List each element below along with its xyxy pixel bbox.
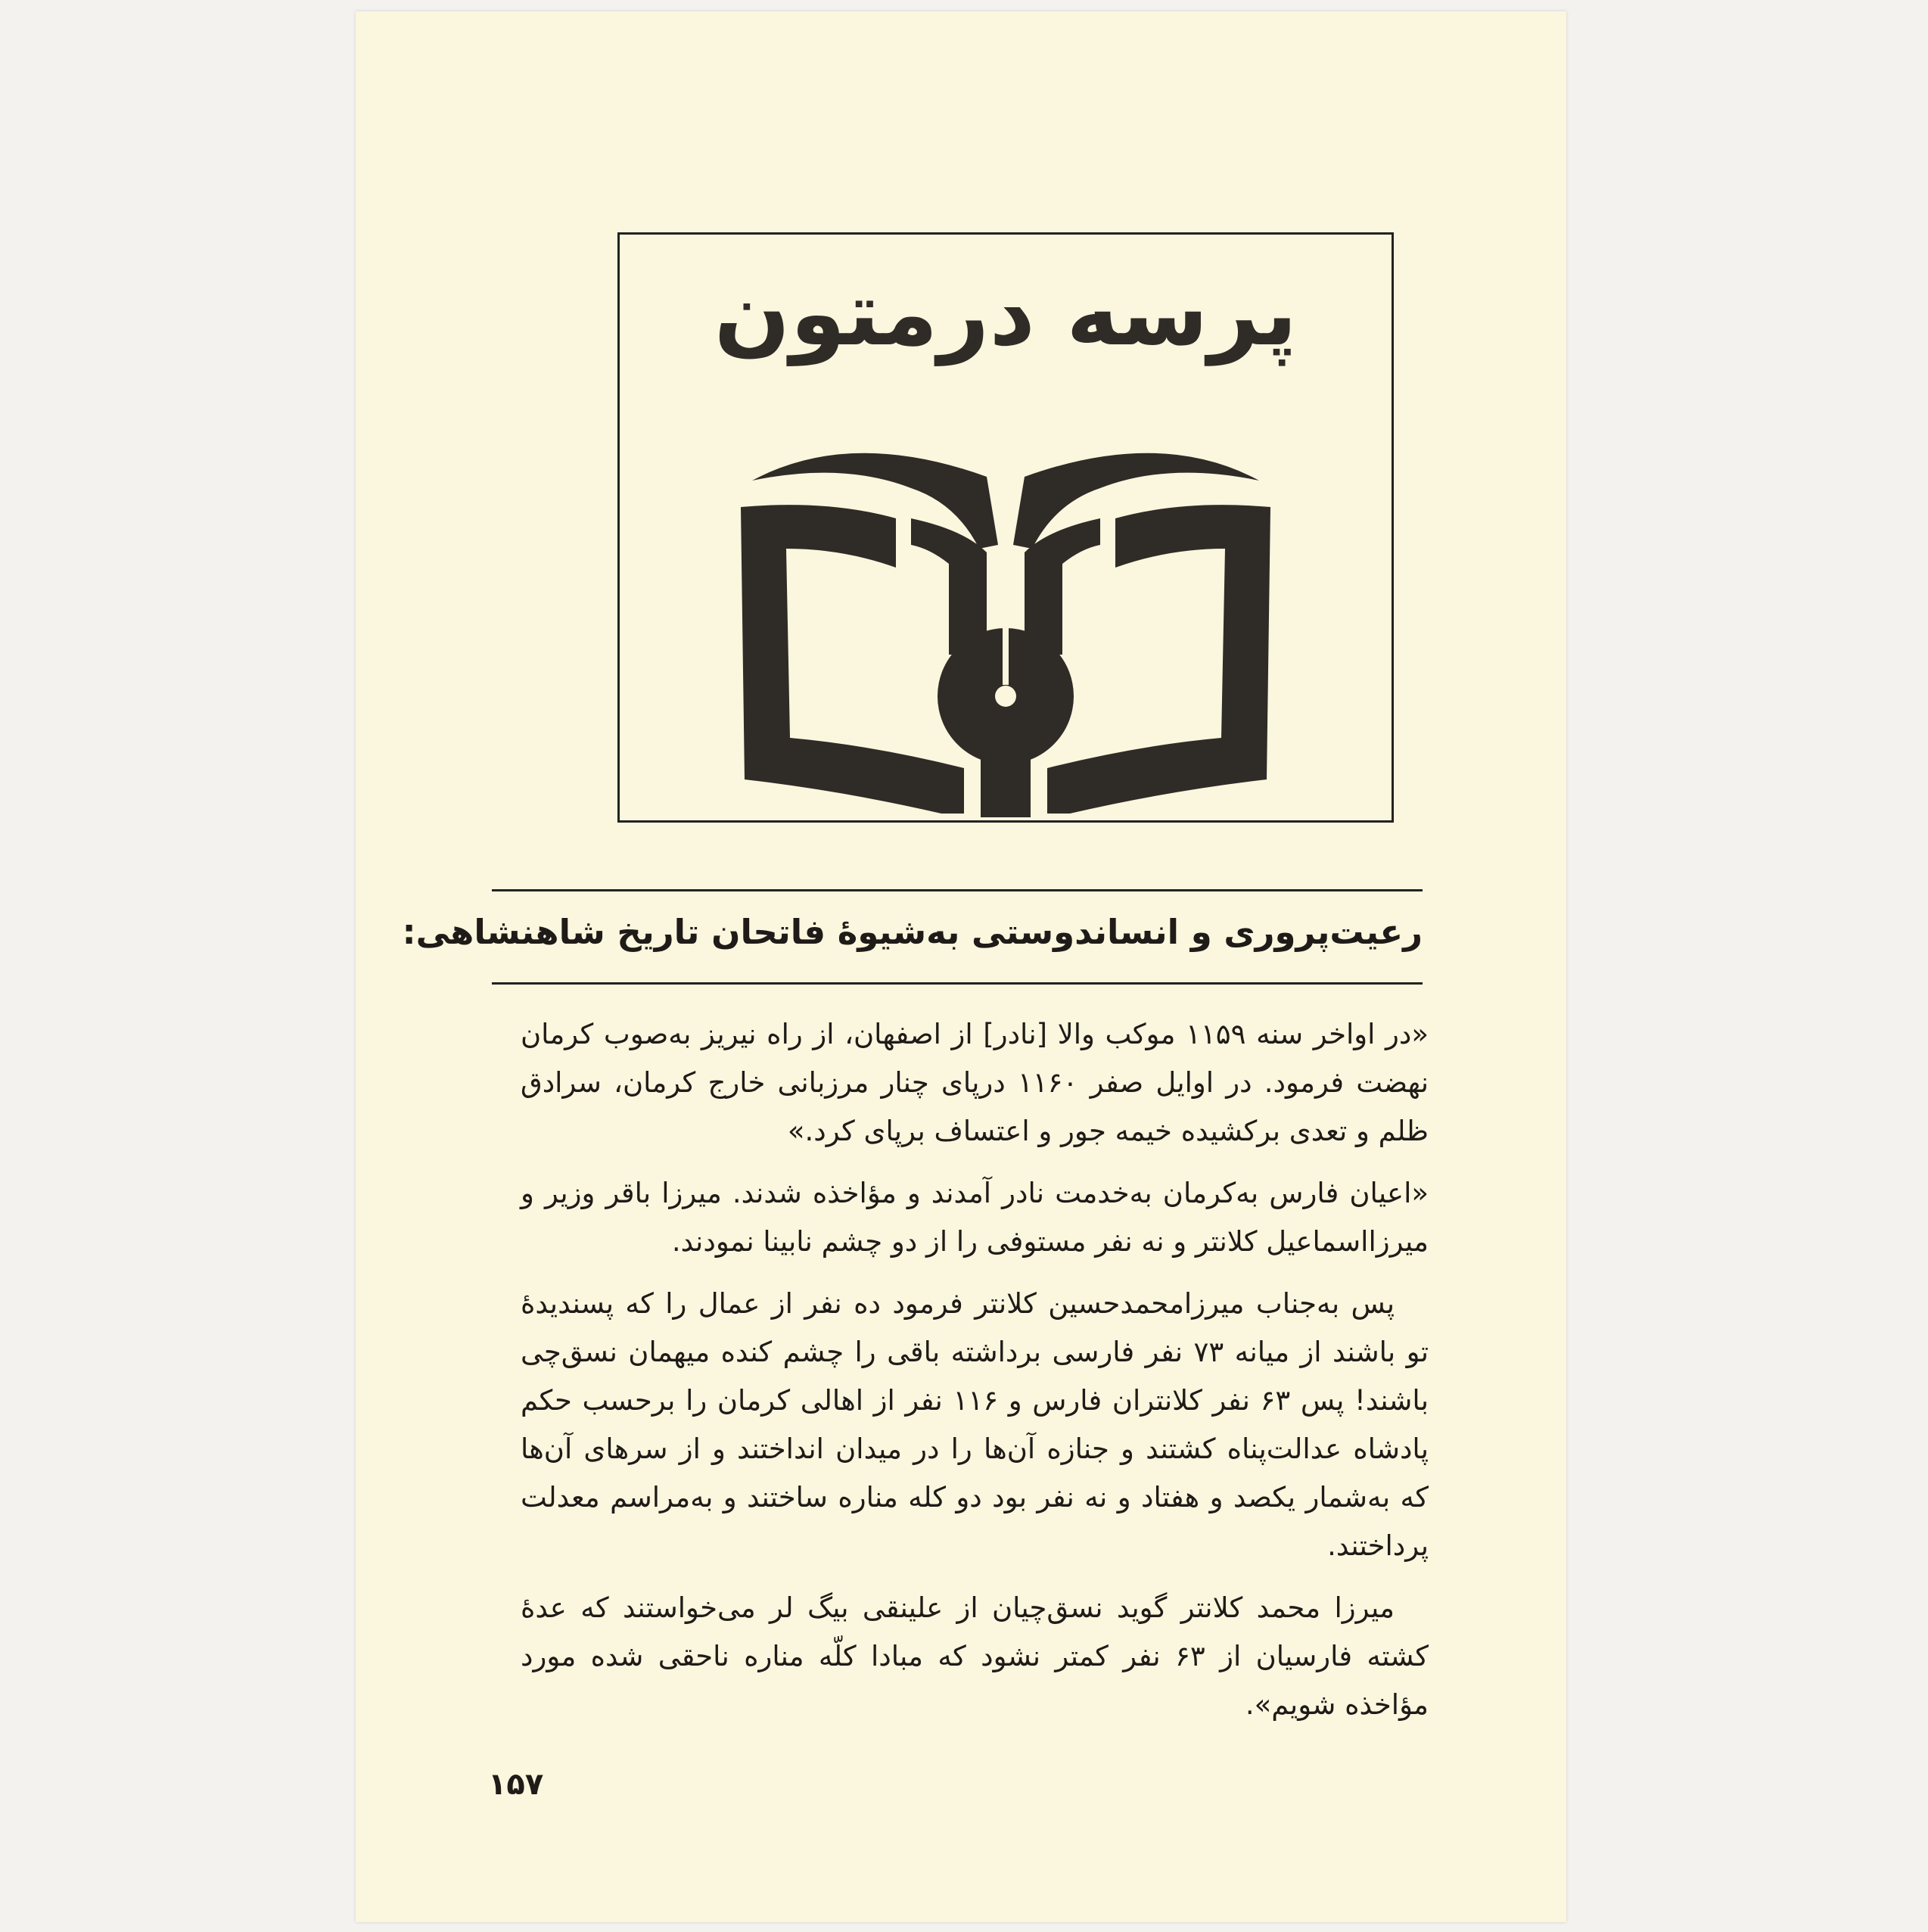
book-page bbox=[356, 11, 1566, 1922]
paragraph: پس به‌جناب میرزامحمدحسین کلانتر فرمود ده نفر از عمال را که پسندیدهٔ تو باشند از میانه ۷۳ نفر فارسی برداشته باقی را چشم کنده میهمان نسق‌چی باشند! پس ۶۳ نفر کلانتران فارس و ۱۱۶ نفر از اهالی کرمان را برحسب حکم پادشاه عدالت‌پناه کشتند و جنازه آن‌ها را در میدان انداختند و از سرهای آن‌ها که به‌شمار یکصد و هفتاد و نه نفر بود دو کله مناره ساختند و به‌مراسم معدلت پرداختند. bbox=[521, 1287, 1429, 1562]
page-title: پرسه درمتون bbox=[714, 261, 1298, 366]
emblem-box bbox=[617, 232, 1394, 823]
divider-bottom bbox=[492, 982, 1423, 985]
paragraph: میرزا محمد کلانتر گوید نسق‌چیان از علینقی بیگ لر می‌خواستند که عدهٔ کشته فارسیان از ۶۳ نفر کمتر نشود که مبادا کلّه مناره ناحقی شده مورد مؤاخذه شویم». bbox=[521, 1591, 1429, 1721]
paragraph: «اعیان فارس به‌کرمان به‌خدمت نادر آمدند و مؤاخذه شدند. میرزا باقر وزیر و میرزااسماعیل کلانتر و نه نفر مستوفی را از دو چشم نابینا نمودند. bbox=[521, 1177, 1429, 1258]
book-pen-logo-icon bbox=[737, 435, 1274, 817]
paragraph: «در اواخر سنه ۱۱۵۹ موکب والا [نادر] از اصفهان، از راه نیریز به‌صوب کرمان نهضت فرمود. در اوایل صفر ۱۱۶۰ درپای چنار مرزبانی خارج کرمان، سرادق ظلم و تعدی برکشیده خیمه جور و اعتساف برپای کرد.» bbox=[521, 1018, 1429, 1147]
section-heading: رعیت‌پروری و انساندوستی به‌شیوهٔ فاتحان تاریخ شاهنشاهی: bbox=[402, 912, 1423, 952]
divider-top bbox=[492, 889, 1423, 891]
body-text bbox=[521, 1010, 1429, 1729]
page-number: ۱۵۷ bbox=[488, 1767, 544, 1802]
